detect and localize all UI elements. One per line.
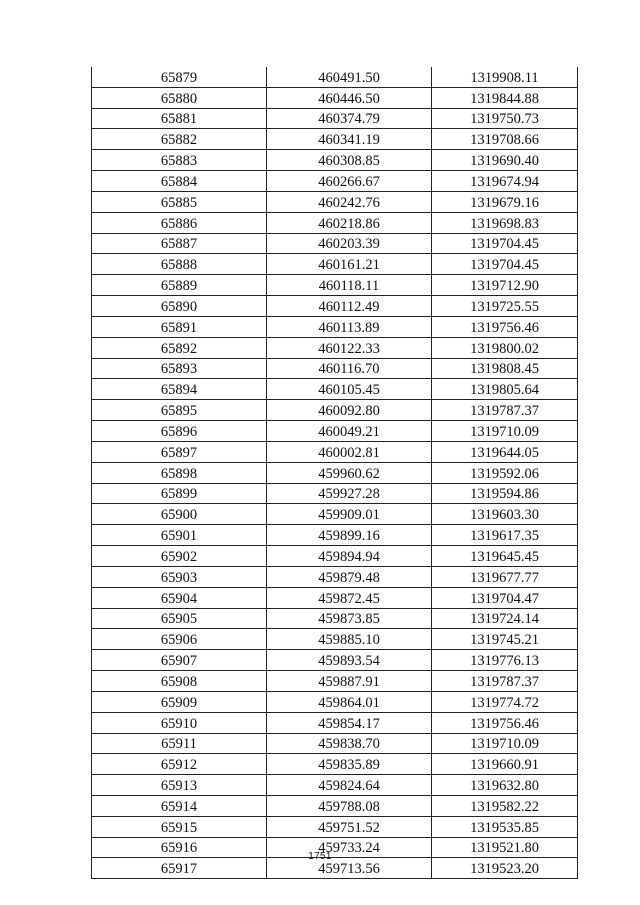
x-coordinate-cell: 459835.89 <box>267 754 432 775</box>
table-row <box>92 608 578 629</box>
x-coordinate-cell: 459879.48 <box>267 566 432 587</box>
y-coordinate-cell: 1319808.45 <box>432 358 578 379</box>
point-id-cell: 65903 <box>92 566 267 587</box>
x-coordinate-cell: 460116.70 <box>267 358 432 379</box>
x-coordinate-cell: 460491.50 <box>267 67 432 87</box>
point-id-cell: 65889 <box>92 275 267 296</box>
point-id-cell: 65894 <box>92 379 267 400</box>
x-coordinate-cell: 459899.16 <box>267 525 432 546</box>
table-row <box>92 171 578 192</box>
table-row <box>92 546 578 567</box>
table-row <box>92 191 578 212</box>
x-coordinate-cell: 459894.94 <box>267 546 432 567</box>
point-id-cell: 65915 <box>92 816 267 837</box>
point-id-cell: 65885 <box>92 191 267 212</box>
x-coordinate-cell: 460218.86 <box>267 212 432 233</box>
point-id-cell: 65895 <box>92 400 267 421</box>
point-id-cell: 65909 <box>92 691 267 712</box>
y-coordinate-cell: 1319704.47 <box>432 587 578 608</box>
x-coordinate-cell: 460161.21 <box>267 254 432 275</box>
y-coordinate-cell: 1319523.20 <box>432 858 578 879</box>
point-id-cell: 65880 <box>92 87 267 108</box>
x-coordinate-cell: 459893.54 <box>267 650 432 671</box>
x-coordinate-cell: 459751.52 <box>267 816 432 837</box>
x-coordinate-cell: 460242.76 <box>267 191 432 212</box>
table-row <box>92 358 578 379</box>
table-row <box>92 129 578 150</box>
table-row <box>92 754 578 775</box>
coordinates-table-body <box>92 67 578 879</box>
table-row <box>92 712 578 733</box>
point-id-cell: 65907 <box>92 650 267 671</box>
y-coordinate-cell: 1319704.45 <box>432 233 578 254</box>
x-coordinate-cell: 459885.10 <box>267 629 432 650</box>
point-id-cell: 65913 <box>92 775 267 796</box>
table-row <box>92 254 578 275</box>
point-id-cell: 65910 <box>92 712 267 733</box>
point-id-cell: 65884 <box>92 171 267 192</box>
point-id-cell: 65898 <box>92 462 267 483</box>
point-id-cell: 65890 <box>92 296 267 317</box>
point-id-cell: 65887 <box>92 233 267 254</box>
table-row <box>92 566 578 587</box>
x-coordinate-cell: 460105.45 <box>267 379 432 400</box>
x-coordinate-cell: 460374.79 <box>267 108 432 129</box>
point-id-cell: 65902 <box>92 546 267 567</box>
y-coordinate-cell: 1319750.73 <box>432 108 578 129</box>
table-row <box>92 587 578 608</box>
y-coordinate-cell: 1319617.35 <box>432 525 578 546</box>
x-coordinate-cell: 459854.17 <box>267 712 432 733</box>
y-coordinate-cell: 1319774.72 <box>432 691 578 712</box>
x-coordinate-cell: 459872.45 <box>267 587 432 608</box>
x-coordinate-cell: 459927.28 <box>267 483 432 504</box>
y-coordinate-cell: 1319594.86 <box>432 483 578 504</box>
point-id-cell: 65906 <box>92 629 267 650</box>
point-id-cell: 65886 <box>92 212 267 233</box>
table-row <box>92 795 578 816</box>
point-id-cell: 65908 <box>92 671 267 692</box>
x-coordinate-cell: 459960.62 <box>267 462 432 483</box>
y-coordinate-cell: 1319712.90 <box>432 275 578 296</box>
x-coordinate-cell: 460341.19 <box>267 129 432 150</box>
point-id-cell: 65905 <box>92 608 267 629</box>
table-row <box>92 108 578 129</box>
table-row <box>92 671 578 692</box>
x-coordinate-cell: 460446.50 <box>267 87 432 108</box>
point-id-cell: 65879 <box>92 67 267 87</box>
x-coordinate-cell: 459864.01 <box>267 691 432 712</box>
coordinates-table <box>91 67 578 879</box>
point-id-cell: 65893 <box>92 358 267 379</box>
point-id-cell: 65896 <box>92 421 267 442</box>
x-coordinate-cell: 460118.11 <box>267 275 432 296</box>
y-coordinate-cell: 1319674.94 <box>432 171 578 192</box>
point-id-cell: 65911 <box>92 733 267 754</box>
table-row <box>92 421 578 442</box>
y-coordinate-cell: 1319582.22 <box>432 795 578 816</box>
y-coordinate-cell: 1319745.21 <box>432 629 578 650</box>
x-coordinate-cell: 460112.49 <box>267 296 432 317</box>
x-coordinate-cell: 459824.64 <box>267 775 432 796</box>
y-coordinate-cell: 1319710.09 <box>432 733 578 754</box>
table-row <box>92 400 578 421</box>
point-id-cell: 65892 <box>92 337 267 358</box>
point-id-cell: 65881 <box>92 108 267 129</box>
x-coordinate-cell: 460266.67 <box>267 171 432 192</box>
table-row <box>92 87 578 108</box>
table-row <box>92 775 578 796</box>
table-row <box>92 379 578 400</box>
y-coordinate-cell: 1319710.09 <box>432 421 578 442</box>
x-coordinate-cell: 459733.24 <box>267 837 432 858</box>
table-row <box>92 650 578 671</box>
y-coordinate-cell: 1319603.30 <box>432 504 578 525</box>
point-id-cell: 65888 <box>92 254 267 275</box>
y-coordinate-cell: 1319756.46 <box>432 316 578 337</box>
y-coordinate-cell: 1319535.85 <box>432 816 578 837</box>
y-coordinate-cell: 1319660.91 <box>432 754 578 775</box>
table-row <box>92 483 578 504</box>
x-coordinate-cell: 460308.85 <box>267 150 432 171</box>
y-coordinate-cell: 1319644.05 <box>432 441 578 462</box>
x-coordinate-cell: 460113.89 <box>267 316 432 337</box>
y-coordinate-cell: 1319521.80 <box>432 837 578 858</box>
page-number: 1751 <box>308 851 332 862</box>
x-coordinate-cell: 459887.91 <box>267 671 432 692</box>
point-id-cell: 65901 <box>92 525 267 546</box>
y-coordinate-cell: 1319756.46 <box>432 712 578 733</box>
x-coordinate-cell: 460092.80 <box>267 400 432 421</box>
y-coordinate-cell: 1319805.64 <box>432 379 578 400</box>
y-coordinate-cell: 1319592.06 <box>432 462 578 483</box>
point-id-cell: 65912 <box>92 754 267 775</box>
y-coordinate-cell: 1319908.11 <box>432 67 578 87</box>
point-id-cell: 65916 <box>92 837 267 858</box>
y-coordinate-cell: 1319787.37 <box>432 671 578 692</box>
point-id-cell: 65897 <box>92 441 267 462</box>
table-row <box>92 504 578 525</box>
point-id-cell: 65904 <box>92 587 267 608</box>
x-coordinate-cell: 459873.85 <box>267 608 432 629</box>
x-coordinate-cell: 460203.39 <box>267 233 432 254</box>
point-id-cell: 65899 <box>92 483 267 504</box>
x-coordinate-cell: 459713.56 <box>267 858 432 879</box>
y-coordinate-cell: 1319844.88 <box>432 87 578 108</box>
x-coordinate-cell: 460122.33 <box>267 337 432 358</box>
y-coordinate-cell: 1319708.66 <box>432 129 578 150</box>
point-id-cell: 65891 <box>92 316 267 337</box>
y-coordinate-cell: 1319690.40 <box>432 150 578 171</box>
y-coordinate-cell: 1319800.02 <box>432 337 578 358</box>
table-row <box>92 316 578 337</box>
y-coordinate-cell: 1319787.37 <box>432 400 578 421</box>
x-coordinate-cell: 459909.01 <box>267 504 432 525</box>
table-row <box>92 67 578 87</box>
table-row <box>92 525 578 546</box>
point-id-cell: 65917 <box>92 858 267 879</box>
table-row <box>92 212 578 233</box>
table-row <box>92 629 578 650</box>
point-id-cell: 65914 <box>92 795 267 816</box>
table-row <box>92 691 578 712</box>
y-coordinate-cell: 1319725.55 <box>432 296 578 317</box>
y-coordinate-cell: 1319698.83 <box>432 212 578 233</box>
table-row <box>92 150 578 171</box>
table-row <box>92 441 578 462</box>
y-coordinate-cell: 1319776.13 <box>432 650 578 671</box>
x-coordinate-cell: 459838.70 <box>267 733 432 754</box>
table-row <box>92 296 578 317</box>
y-coordinate-cell: 1319632.80 <box>432 775 578 796</box>
x-coordinate-cell: 460002.81 <box>267 441 432 462</box>
table-row <box>92 233 578 254</box>
x-coordinate-cell: 459788.08 <box>267 795 432 816</box>
table-row <box>92 816 578 837</box>
table-row <box>92 337 578 358</box>
table-row <box>92 733 578 754</box>
table-row <box>92 275 578 296</box>
y-coordinate-cell: 1319679.16 <box>432 191 578 212</box>
point-id-cell: 65882 <box>92 129 267 150</box>
y-coordinate-cell: 1319645.45 <box>432 546 578 567</box>
y-coordinate-cell: 1319704.45 <box>432 254 578 275</box>
x-coordinate-cell: 460049.21 <box>267 421 432 442</box>
point-id-cell: 65900 <box>92 504 267 525</box>
point-id-cell: 65883 <box>92 150 267 171</box>
y-coordinate-cell: 1319677.77 <box>432 566 578 587</box>
table-row <box>92 462 578 483</box>
y-coordinate-cell: 1319724.14 <box>432 608 578 629</box>
